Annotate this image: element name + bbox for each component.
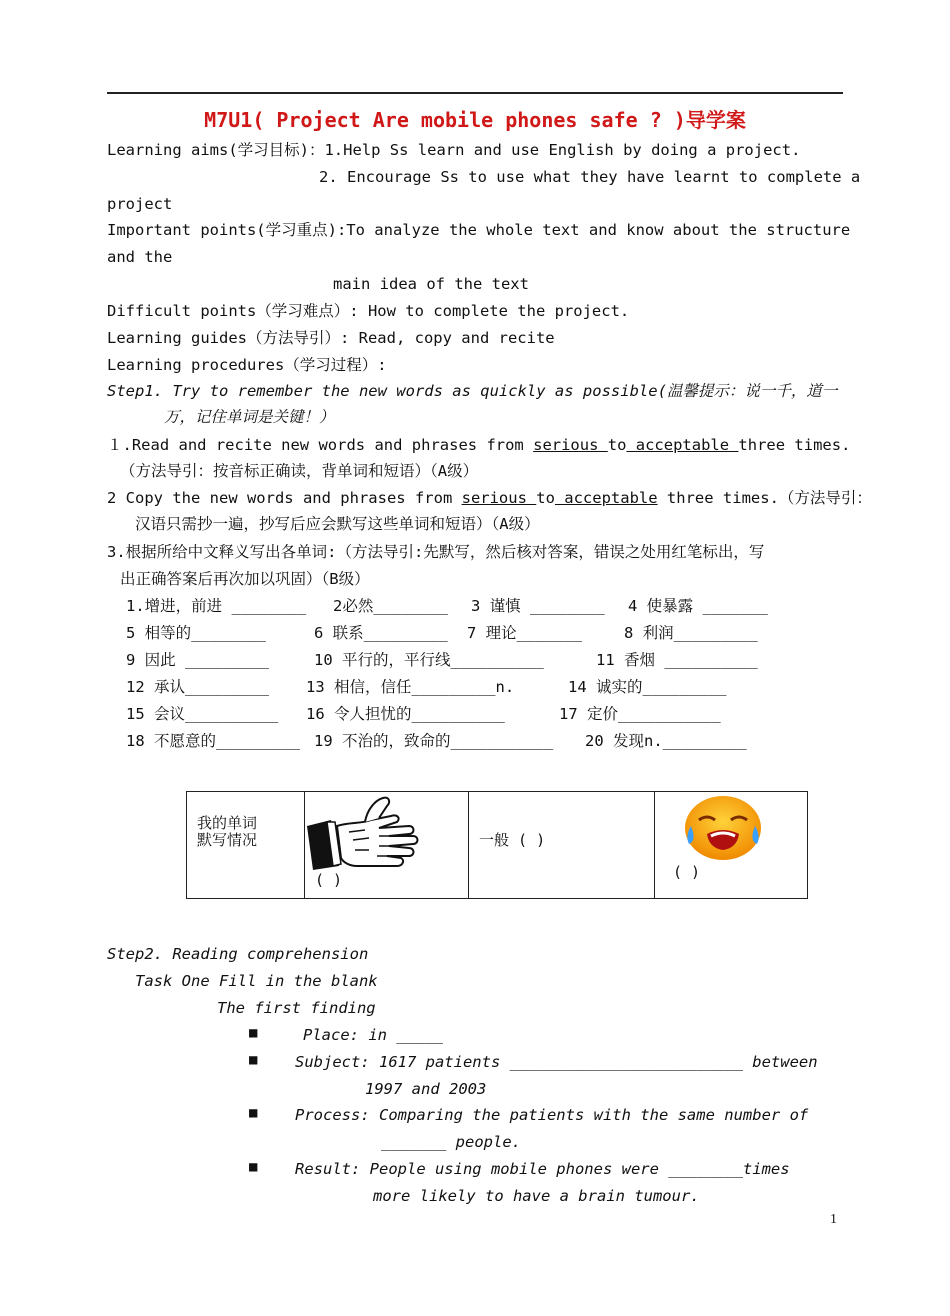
bullet-square-icon: ■: [249, 1025, 258, 1041]
vocab-8: 8 利润_________: [624, 624, 758, 642]
vocab-12: 12 承认_________: [126, 678, 269, 696]
crying-face-icon: [669, 792, 779, 862]
vocab-18: 18 不愿意的_________: [126, 732, 300, 750]
vocab-15: 15 会议__________: [126, 705, 279, 723]
self-check-label-line1: 我的单词: [197, 814, 258, 832]
item1-word-acceptable: acceptable: [626, 436, 739, 454]
page-number: 1: [830, 1212, 837, 1227]
thumbs-up-hand-icon: [305, 792, 435, 872]
item2-prefix: 2 Copy the new words and phrases from: [107, 489, 462, 507]
learning-aims-line1: Learning aims(学习目标)：1.Help Ss learn and use English by doing a project.: [107, 141, 801, 159]
vocab-1: 1.增进，前进 ________: [126, 597, 307, 615]
item1-to: to: [607, 436, 627, 454]
vocab-7: 7 理论_______: [467, 624, 582, 642]
item2-suffix: three times.（方法导引：: [657, 489, 872, 507]
vocab-3: 3 谨慎 ________: [471, 597, 605, 615]
learning-procedures: Learning procedures（学习过程）:: [107, 356, 387, 374]
item1-word-serious: serious: [533, 436, 608, 454]
vocab-16: 16 令人担忧的__________: [306, 705, 505, 723]
important-points-line1: Important points(学习重点):To analyze the whole text and know about the structure: [107, 221, 851, 239]
finding-process-line1: Process: Comparing the patients with the same number of: [295, 1106, 809, 1124]
vocab-14: 14 诚实的_________: [568, 678, 727, 696]
bullet-square-icon: ■: [249, 1159, 258, 1175]
finding-subject-line1: Subject: 1617 patients _________________________ between: [295, 1053, 818, 1071]
vocab-20: 20 发现n._________: [585, 732, 747, 750]
item2-to: to: [536, 489, 555, 507]
vocab-19: 19 不治的，致命的___________: [314, 732, 554, 750]
bad-paren: ( ): [673, 863, 701, 881]
vocab-11: 11 香烟 __________: [596, 651, 758, 669]
important-points-line2: and the: [107, 248, 173, 266]
finding-subject-line2: 1997 and 2003: [365, 1080, 487, 1098]
vocab-9: 9 因此 _________: [126, 651, 269, 669]
task-one-heading: Task One Fill in the blank: [135, 972, 378, 990]
step1-item3-line1: 3.根据所给中文释义写出各单词:（方法导引:先默写，然后核对答案，错误之处用红笔标出，写: [107, 543, 765, 561]
step1-item1-guide: （方法导引：按音标正确读，背单词和短语）（A级）: [120, 462, 479, 480]
bullet-square-icon: ■: [249, 1105, 258, 1121]
step2-heading-text: Step2. Reading comprehension: [107, 945, 369, 963]
learning-aims-line3: project: [107, 195, 173, 213]
step1-item1: [107, 435, 850, 455]
step2-heading: [107, 944, 368, 964]
step1-item3-line2: 出正确答案后再次加以巩固）（B级）: [120, 570, 370, 588]
vocab-6: 6 联系_________: [314, 624, 448, 642]
self-check-good-cell: [305, 792, 469, 898]
step1-item2: [107, 488, 872, 508]
self-check-table: [186, 791, 808, 899]
finding-result-line2: more likely to have a brain tumour.: [373, 1187, 700, 1205]
learning-aims-line2: 2. Encourage Ss to use what they have learnt to complete a: [319, 168, 861, 186]
average-text: 一般 ( ): [479, 831, 546, 849]
vocab-5: 5 相等的________: [126, 624, 266, 642]
vocab-2: 2必然________: [333, 597, 448, 615]
step1-heading-line1: Step1. Try to remember the new words as quickly as possible(温馨提示：说一千，道一: [107, 382, 838, 400]
step1-item2-guide: 汉语只需抄一遍，抄写后应会默写这些单词和短语）（A级）: [135, 515, 540, 533]
item1-suffix: three times.: [738, 436, 851, 454]
self-check-bad-cell: [655, 792, 807, 898]
vocab-10: 10 平行的，平行线__________: [314, 651, 544, 669]
self-check-label-line2: 默写情况: [197, 831, 258, 849]
document-title: M7U1( Project Are mobile phones safe ? )导学案: [204, 108, 746, 132]
finding-result-line1: Result: People using mobile phones were ________times: [295, 1160, 790, 1178]
finding-process-line2: _______ people.: [381, 1133, 521, 1151]
item2-word-acceptable: acceptable: [554, 489, 658, 507]
vocab-13: 13 相信，信任_________n.: [306, 678, 515, 696]
header-rule: [107, 92, 843, 94]
item1-prefix: １.Read and recite new words and phrases from: [107, 436, 534, 454]
learning-guides: Learning guides（方法导引）: Read, copy and recite: [107, 329, 555, 347]
self-check-average-cell: [469, 792, 655, 898]
vocab-17: 17 定价___________: [559, 705, 721, 723]
bullet-square-icon: ■: [249, 1052, 258, 1068]
item2-word-serious: serious: [461, 489, 537, 507]
step1-heading-line2: 万，记住单词是关键！）: [164, 408, 335, 426]
important-points-line3: main idea of the text: [333, 275, 529, 293]
good-paren: ( ): [315, 871, 343, 889]
finding-place: Place: in _____: [303, 1026, 443, 1044]
first-finding-heading: The first finding: [217, 999, 376, 1017]
vocab-4: 4 使暴露 _______: [628, 597, 768, 615]
self-check-label-cell: [187, 792, 305, 898]
difficult-points: Difficult points（学习难点）: How to complete the project.: [107, 302, 630, 320]
